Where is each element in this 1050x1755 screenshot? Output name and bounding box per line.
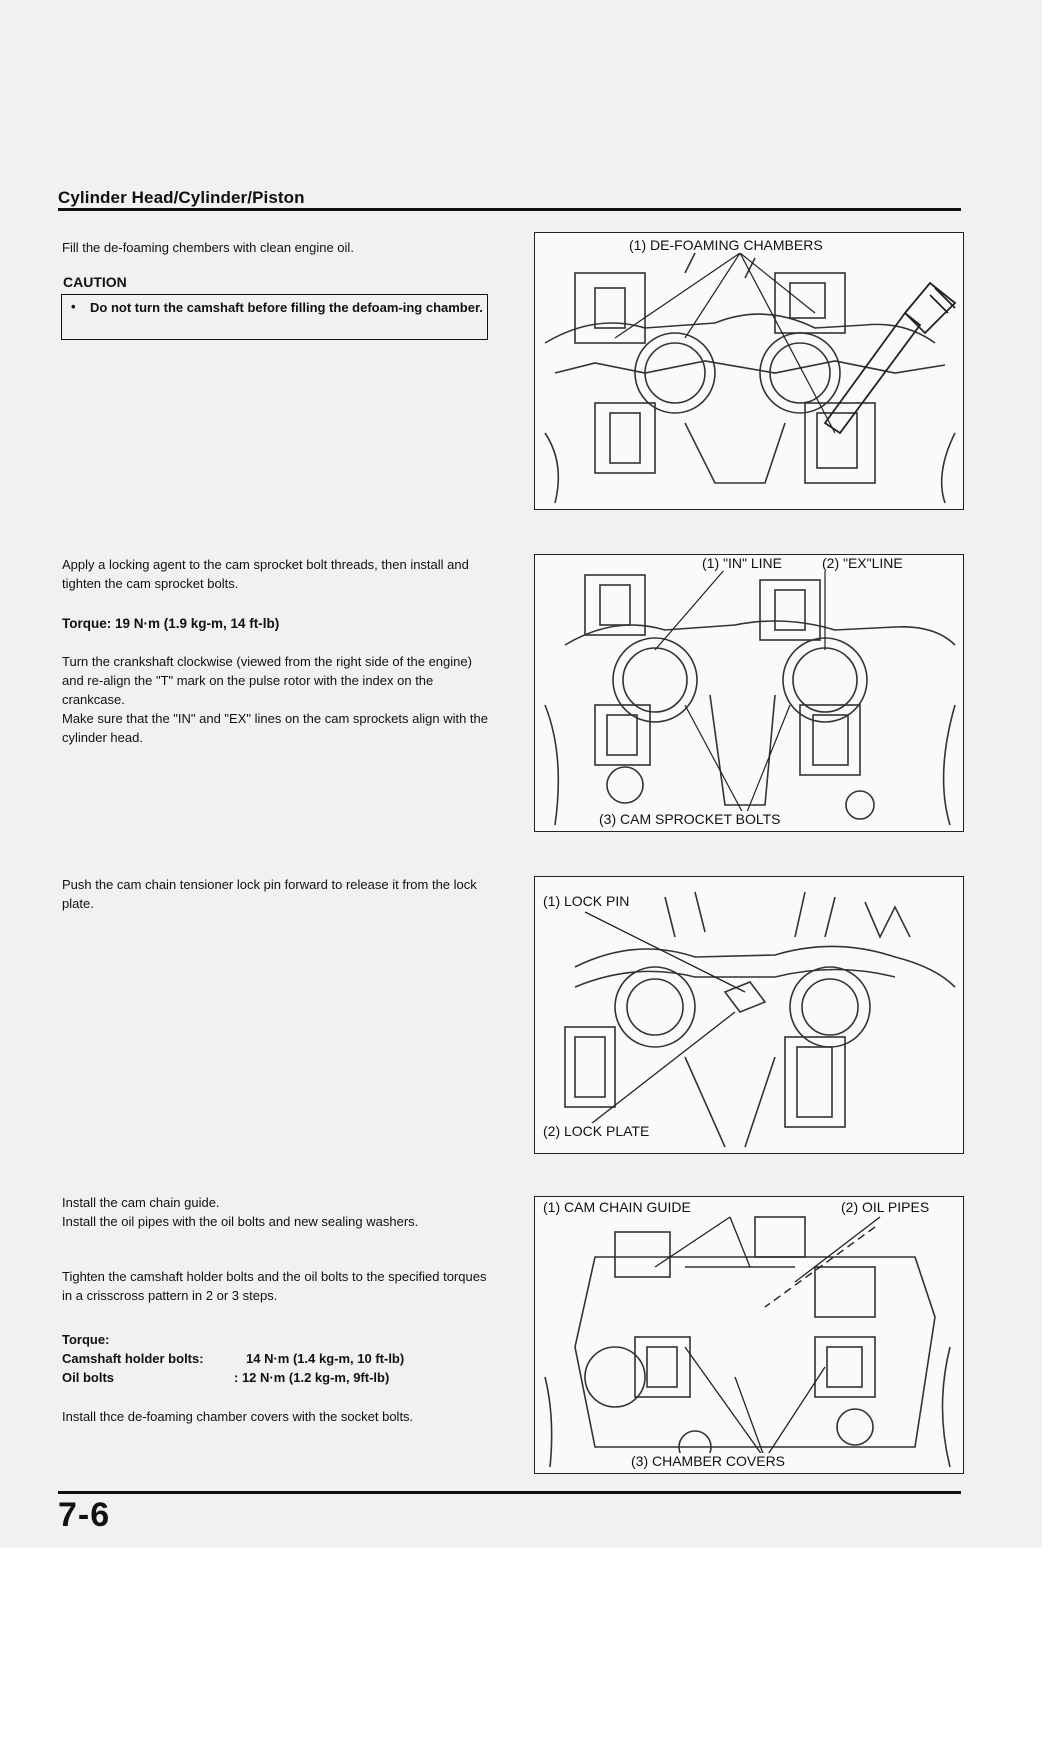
figure-cam-chain-guide <box>534 1196 964 1474</box>
figure-defoaming-chambers <box>534 232 964 510</box>
instruction-locking-agent: Apply a locking agent to the cam sprocket bolt threads, then install and tighten the cam sprocket bolts. <box>62 557 469 591</box>
instruction-lock-pin: Push the cam chain tensioner lock pin forward to release it from the lock plate. <box>62 877 477 911</box>
label-defoaming-chambers: (1) DE-FOAMING CHAMBERS <box>629 237 823 253</box>
page-number: 7-6 <box>58 1496 111 1534</box>
label-ex-line: (2) "EX"LINE <box>822 555 903 571</box>
label-oil-pipes: (2) OIL PIPES <box>841 1199 930 1215</box>
caution-text: Do not turn the camshaft before filling the defoam-ing chamber. <box>90 300 483 315</box>
figure-lock-pin <box>534 876 964 1154</box>
label-in-line: (1) "IN" LINE <box>702 555 782 571</box>
instruction-cam-chain-guide: Install the cam chain guide. <box>62 1195 220 1210</box>
caution-box <box>61 294 488 340</box>
label-lock-plate: (2) LOCK PLATE <box>543 1123 650 1139</box>
torque-row1-label: Camshaft holder bolts: <box>62 1351 204 1366</box>
footer-rule <box>58 1491 961 1494</box>
page-title: Cylinder Head/Cylinder/Piston <box>58 188 305 207</box>
caution-bullet: • <box>71 299 76 314</box>
label-lock-pin: (1) LOCK PIN <box>543 893 630 909</box>
engine-illustration-4 <box>535 1197 964 1474</box>
header-rule <box>58 208 961 211</box>
torque-row2-value: : 12 N·m (1.2 kg-m, 9ft-lb) <box>234 1370 390 1385</box>
label-cam-sprocket-bolts: (3) CAM SPROCKET BOLTS <box>599 811 781 827</box>
figure-cam-sprockets <box>534 554 964 832</box>
page-edge <box>1042 0 1050 1548</box>
instruction-tighten: Tighten the camshaft holder bolts and the oil bolts to the specified torques in a crisscross pattern in 2 or 3 steps. <box>62 1269 487 1303</box>
instruction-oil-pipes: Install the oil pipes with the oil bolts and new sealing washers. <box>62 1214 419 1229</box>
label-cam-chain-guide: (1) CAM CHAIN GUIDE <box>543 1199 691 1215</box>
instruction-defoaming: Fill the de-foaming chembers with clean engine oil. <box>62 240 354 255</box>
engine-illustration-1 <box>535 233 964 510</box>
caution-heading: CAUTION <box>63 274 127 290</box>
engine-illustration-2 <box>535 555 964 832</box>
torque-row2-label: Oil bolts <box>62 1370 114 1385</box>
instruction-chamber-covers: Install thce de-foaming chamber covers with the socket bolts. <box>62 1409 414 1424</box>
instruction-in-ex-lines: Make sure that the "IN" and "EX" lines on the cam sprockets align with the cylinder head. <box>62 711 489 745</box>
torque-sprocket: Torque: 19 N·m (1.9 kg-m, 14 ft-lb) <box>62 616 280 631</box>
torque-title: Torque: <box>62 1332 110 1347</box>
torque-row1-value: 14 N·m (1.4 kg-m, 10 ft-lb) <box>246 1351 405 1366</box>
instruction-crankshaft: Turn the crankshaft clockwise (viewed from the right side of the engine) and re-align the "T" mark on the pulse rotor with the index on the crankcase. <box>62 654 472 707</box>
label-chamber-covers: (3) CHAMBER COVERS <box>631 1453 786 1469</box>
engine-illustration-3 <box>535 877 964 1154</box>
